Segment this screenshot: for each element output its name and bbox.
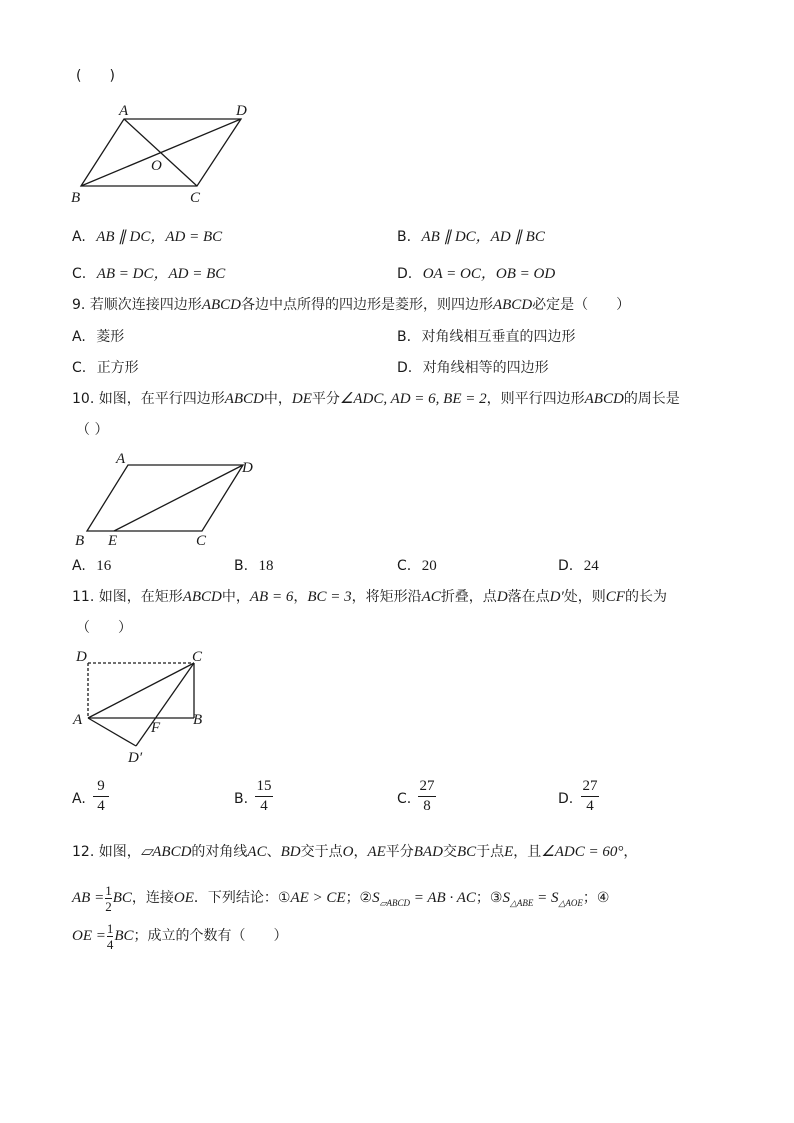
- option-letter: A.: [72, 329, 86, 345]
- numerator: 9: [97, 778, 105, 794]
- q10-stem-text: 如图，在平行四边形: [98, 391, 225, 407]
- option-letter: D.: [558, 558, 574, 574]
- q12-stem-line3: [72, 920, 288, 952]
- denominator: 4: [260, 798, 268, 814]
- q11-segment-ad2: [88, 718, 136, 746]
- q12-text: ．下列结论：①: [193, 890, 291, 906]
- area-subscript: ▱ABCD: [379, 898, 411, 908]
- q11-stem-text: 落在点: [507, 589, 550, 605]
- option-letter: C.: [397, 558, 412, 574]
- q12-text: ；成立的个数有（ ）: [133, 928, 288, 944]
- q10-number: 10.: [72, 391, 95, 407]
- q12-text: ，: [353, 844, 368, 860]
- q12-var: AE: [367, 844, 386, 860]
- q8-label-d: D: [236, 103, 247, 119]
- q12-text: 交于点: [300, 844, 343, 860]
- q12-oe-eq: OE =: [72, 928, 106, 944]
- option-letter: A.: [72, 229, 86, 245]
- fraction-bar: [255, 796, 273, 797]
- q10-var: DE: [291, 391, 312, 407]
- option-text: 18: [258, 558, 274, 574]
- q11-var: D′: [549, 589, 564, 605]
- q11-option-a-letter[interactable]: A.: [72, 791, 86, 807]
- q10-stem-text: 中，: [263, 391, 292, 407]
- q11-option-b-letter[interactable]: B.: [234, 791, 249, 807]
- option-text: 24: [583, 558, 599, 574]
- q9-var: ABCD: [492, 297, 533, 313]
- area-symbol: S: [502, 890, 510, 906]
- option-text: OA = OC，OB = OD: [422, 266, 556, 282]
- denominator: 2: [105, 898, 112, 914]
- q8-label-c: C: [190, 190, 201, 206]
- q12-var: BAD: [413, 844, 443, 860]
- q12-ab-eq: AB =: [72, 890, 105, 906]
- q11-label-f: F: [151, 720, 161, 736]
- q9-number: 9.: [72, 297, 86, 313]
- q12-conclusion-3: [502, 890, 582, 906]
- q11-label-b: B: [193, 712, 203, 728]
- option-text: AB ∥ DC，AD ∥ BC: [421, 229, 545, 245]
- area-subscript: △ABE: [509, 898, 534, 908]
- q12-text: 、: [266, 844, 281, 860]
- q11-label-a: A: [73, 712, 83, 728]
- option-letter: B.: [234, 558, 249, 574]
- q10-answer-paren: （ ）: [76, 422, 109, 438]
- option-text: AB = DC，AD = BC: [96, 266, 226, 282]
- fraction-bar: [418, 796, 436, 797]
- q12-text: ；②: [345, 890, 373, 906]
- option-text: AB ∥ DC，AD = BC: [96, 229, 223, 245]
- q12-quarter-fraction: [107, 922, 114, 951]
- q11-stem-text: 的长为: [624, 589, 667, 605]
- q11-diagonal-ac: [88, 663, 194, 718]
- option-text: 对角线相等的四边形: [422, 360, 549, 376]
- q12-text: 平分: [385, 844, 414, 860]
- q12-var: BD: [280, 844, 301, 860]
- q11-number: 11.: [72, 589, 95, 605]
- q11-label-c: C: [192, 649, 203, 665]
- q12-var: O: [342, 844, 354, 860]
- option-letter: C.: [72, 360, 87, 376]
- q12-var: BC: [114, 928, 134, 944]
- q12-stem-line1: [72, 843, 637, 861]
- q11-stem-text: 中，: [221, 589, 250, 605]
- option-text: 16: [96, 558, 112, 574]
- denominator: 4: [106, 936, 114, 952]
- q8-label-o: O: [151, 158, 162, 174]
- q11-option-a-fraction[interactable]: [93, 778, 109, 815]
- denominator: 4: [97, 798, 105, 814]
- q10-label-c: C: [196, 533, 207, 549]
- q10-var: ABCD: [224, 391, 264, 407]
- q12-text: ，且: [513, 844, 542, 860]
- fraction-bar: [581, 796, 599, 797]
- q12-var: E: [504, 844, 514, 860]
- q12-var: AC: [247, 844, 267, 860]
- q8-answer-paren: ( ): [76, 68, 115, 84]
- q12-parallelogram-symbol: ▱ABCD: [140, 844, 192, 860]
- fraction-bar: [93, 796, 109, 797]
- option-text: 正方形: [96, 360, 139, 376]
- q12-stem-line2: [72, 882, 609, 919]
- q9-stem-text: 各边中点所得的四边形是菱形，则四边形: [240, 297, 493, 313]
- q12-half-fraction: [105, 884, 112, 913]
- option-text: 20: [421, 558, 437, 574]
- denominator: 8: [423, 798, 431, 814]
- q11-stem-text: ，: [293, 589, 308, 605]
- q10-label-a: A: [116, 451, 126, 467]
- q11-option-c-letter[interactable]: C.: [397, 791, 412, 807]
- q10-stem-text: 平分: [311, 391, 340, 407]
- q12-var: OE: [173, 890, 194, 906]
- q10-label-e: E: [108, 533, 118, 549]
- q11-option-d-letter[interactable]: D.: [558, 791, 574, 807]
- area-symbol: S: [550, 890, 559, 906]
- option-letter: A.: [72, 558, 86, 574]
- option-letter: D.: [397, 266, 413, 282]
- q9-stem-text: 若顺次连接四边形: [89, 297, 202, 313]
- denominator: 4: [586, 798, 594, 814]
- q11-option-d-fraction[interactable]: [581, 778, 599, 815]
- q10-stem-text: 的周长是: [623, 391, 680, 407]
- q11-stem-text: 折叠，点: [440, 589, 497, 605]
- q11-option-c-fraction[interactable]: [418, 778, 436, 815]
- q11-stem-text: ，将矩形沿: [351, 589, 422, 605]
- option-letter: C.: [72, 266, 87, 282]
- q11-option-b-fraction[interactable]: [255, 778, 273, 815]
- q11-ab: AB = 6: [249, 589, 294, 605]
- q9-var: ABCD: [201, 297, 241, 313]
- q12-text: 的对角线: [191, 844, 248, 860]
- q11-label-d-prime: D′: [128, 750, 143, 766]
- q11-var: ABCD: [182, 589, 222, 605]
- q11-segment-cd2: [136, 663, 194, 746]
- equals: =: [533, 890, 551, 906]
- q12-text: ；④: [582, 890, 610, 906]
- q11-var: D: [496, 589, 508, 605]
- q12-conclusion-1: AE > CE: [290, 890, 346, 906]
- q11-label-d: D: [76, 649, 87, 665]
- q12-text: ，连接: [131, 890, 174, 906]
- q12-conclusion-2: [372, 890, 476, 906]
- q12-number: 12.: [72, 844, 95, 860]
- q10-condition: ∠ADC, AD = 6, BE = 2: [339, 391, 487, 407]
- area-symbol: S: [372, 890, 380, 906]
- q9-stem-text: 必定是（ ）: [532, 297, 631, 313]
- option-letter: B.: [397, 329, 412, 345]
- q11-stem-text: 处，则: [563, 589, 606, 605]
- numerator: 27: [419, 778, 435, 794]
- option-text: 菱形: [96, 329, 125, 345]
- option-letter: B.: [397, 229, 412, 245]
- q12-var: BC: [456, 844, 477, 860]
- numerator: 1: [105, 882, 112, 898]
- area-expression: = AB · AC: [410, 890, 476, 906]
- q11-var: AC: [421, 589, 441, 605]
- option-letter: D.: [397, 360, 413, 376]
- q12-text: 如图，: [98, 844, 141, 860]
- q10-var: ABCD: [584, 391, 624, 407]
- q12-text: ，: [623, 844, 638, 860]
- q10-label-b: B: [75, 533, 85, 549]
- q12-text: 于点: [476, 844, 505, 860]
- option-text: 对角线相互垂直的四边形: [421, 329, 576, 345]
- q10-stem-text: ，则平行四边形: [486, 391, 585, 407]
- q12-text: ；③: [475, 890, 503, 906]
- q8-label-b: B: [71, 190, 81, 206]
- q12-text: 交: [442, 844, 457, 860]
- q11-answer-paren: （ ）: [76, 620, 132, 636]
- q12-var: BC: [112, 890, 132, 906]
- numerator: 1: [106, 920, 114, 936]
- q11-stem-text: 如图，在矩形: [98, 589, 183, 605]
- numerator: 27: [582, 778, 598, 794]
- area-subscript: △AOE: [558, 898, 583, 908]
- q12-angle-condition: ∠ADC = 60°: [541, 844, 624, 860]
- q10-label-d: D: [242, 460, 253, 476]
- q11-var: CF: [605, 589, 625, 605]
- numerator: 15: [256, 778, 272, 794]
- q8-label-a: A: [119, 103, 129, 119]
- q11-bc: BC = 3: [307, 589, 352, 605]
